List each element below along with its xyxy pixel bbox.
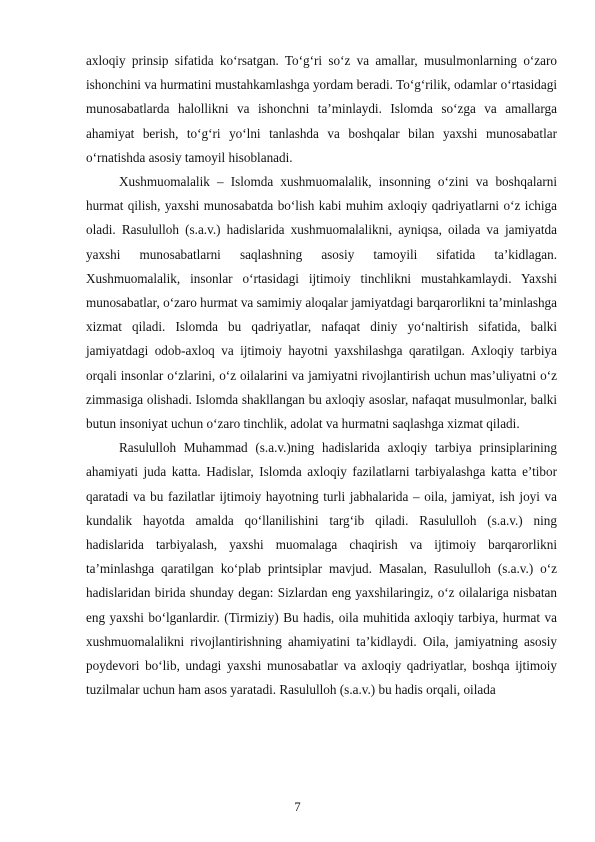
page-body bbox=[86, 49, 557, 702]
paragraph-1: axloqiy prinsip sifatida ko‘rsatgan. To‘g‘ri so‘z va amallar, musulmonlarning o‘zaro ishonchini va hurmatini mustahkamlashga yordam beradi. To‘g‘rilik, odamlar o‘rtasidagi munosabatlarda halollikni va ishonchni ta’minlaydi. Islomda so‘zga va amallarga ahamiyat berish, to‘g‘ri yo‘lni tanlashda va boshqalar bilan yaxshi munosabatlar o‘rnatishda asosiy tamoyil hisoblanadi. bbox=[86, 53, 557, 165]
paragraph-3: Rasululloh Muhammad (s.a.v.)ning hadislarida axloqiy tarbiya prinsiplarining ahamiyati juda katta. Hadislar, Islomda axloqiy fazilatlarni tarbiyalashga katta e’tibor qaratadi va bu fazilatlar ijtimoiy hayotning turli jabhalarida – oila, jamiyat, ish joyi va kundalik hayotda amalda qo‘llanilishini targ‘ib qiladi. Rasululloh (s.a.v.) ning hadislarida tarbiyalash, yaxshi muomalaga chaqirish va ijtimoiy barqarorlikni ta’minlashga qaratilgan ko‘plab printsiplar mavjud. Masalan, Rasululloh (s.a.v.) o‘z hadislaridan birida shunday degan: Sizlardan eng yaxshilaringiz, o‘z oilalariga nisbatan eng yaxshi bo‘lganlardir. (Tirmiziy) Bu hadis, oila muhitida axloqiy tarbiya, hurmat va xushmuomalalikni rivojlantirishning ahamiyatini ta’kidlaydi. Oila, jamiyatning asosiy poydevori bo‘lib, undagi yaxshi munosabatlar va axloqiy qadriyatlar, boshqa ijtimoiy tuzilmalar uchun ham asos yaratadi. Rasululloh (s.a.v.) bu hadis orqali, oilada bbox=[86, 440, 557, 698]
paragraph-2: Xushmuomalalik – Islomda xushmuomalalik, insonning o‘zini va boshqalarni hurmat qilish, yaxshi munosabatda bo‘lish kabi muhim axloqiy qadriyatlarni o‘z ichiga oladi. Rasululloh (s.a.v.) hadislarida xushmuomalalikni, ayniqsa, oilada va jamiyatda yaxshi munosabatlarni saqlashning asosiy tamoyili sifatida ta’kidlagan. Xushmuomalalik, insonlar o‘rtasidagi ijtimoiy tinchlikni mustahkamlaydi. Yaxshi munosabatlar, o‘zaro hurmat va samimiy aloqalar jamiyatdagi barqarorlikni ta’minlashga xizmat qiladi. Islomda bu qadriyatlar, nafaqat diniy yo‘naltirish sifatida, balki jamiyatdagi odob-axloq va ijtimoiy hayotni yaxshilashga qaratilgan. Axloqiy tarbiya orqali insonlar o‘zlarini, o‘z oilalarini va jamiyatni rivojlantirish uchun mas’uliyatni o‘z zimmasiga olishadi. Islomda shakllangan bu axloqiy asoslar, nafaqat musulmonlar, balki butun insoniyat uchun o‘zaro tinchlik, adolat va hurmatni saqlashga xizmat qiladi. bbox=[86, 174, 557, 432]
page-number: 7 bbox=[294, 800, 301, 814]
